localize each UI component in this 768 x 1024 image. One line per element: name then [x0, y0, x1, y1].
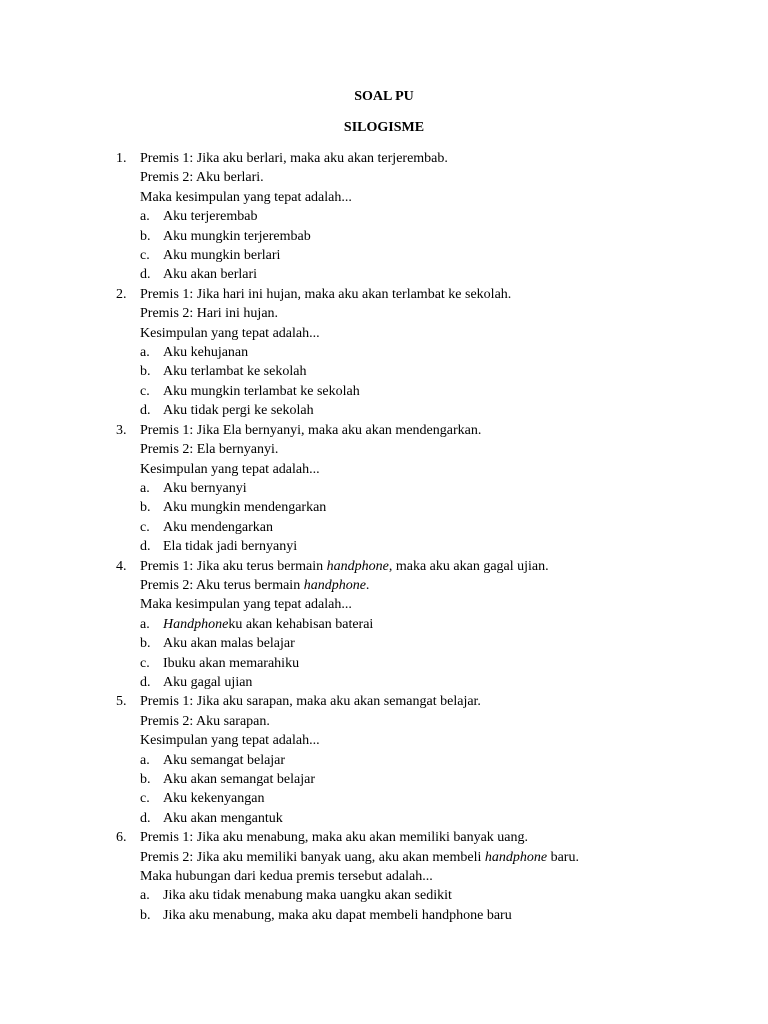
option-letter: c.	[140, 655, 150, 671]
document-subtitle: SILOGISME	[343, 120, 425, 135]
option-text: Aku mendengarkan	[163, 519, 274, 535]
option-letter: b.	[140, 228, 151, 244]
option-b	[140, 770, 736, 789]
option-d	[140, 265, 736, 284]
premise-2	[140, 576, 736, 595]
premise-1: Premis 1: Jika aku sarapan, maka aku akan semangat belajar.	[140, 694, 481, 710]
question-6	[116, 828, 736, 925]
option-text: Aku semangat belajar	[163, 752, 286, 768]
option-b	[140, 498, 736, 517]
question-2	[116, 285, 736, 421]
option-d	[140, 673, 736, 692]
option-letter: d.	[140, 810, 151, 826]
option-letter: a.	[140, 752, 150, 768]
question-number: 5.	[116, 694, 127, 710]
premise-text: Premis 1: Jika aku terus bermain	[140, 558, 327, 574]
option-letter: a.	[140, 345, 150, 361]
question-prompt: Kesimpulan yang tepat adalah...	[140, 733, 320, 749]
option-d	[140, 809, 736, 828]
option-text: Aku terlambat ke sekolah	[163, 364, 307, 380]
option-c	[140, 518, 736, 537]
premise-1: Premis 1: Jika hari ini hujan, maka aku akan terlambat ke sekolah.	[140, 286, 512, 302]
option-letter: b.	[140, 907, 151, 923]
premise-2: Premis 2: Ela bernyanyi.	[140, 442, 279, 458]
option-a	[140, 615, 736, 634]
option-b	[140, 634, 736, 653]
option-letter: a.	[140, 480, 150, 496]
option-text: Aku akan mengantuk	[163, 810, 283, 826]
option-text: Aku bernyanyi	[163, 480, 247, 496]
premise-text: .	[365, 577, 370, 593]
premise-1	[140, 557, 736, 576]
premise-italic-term: handphone	[326, 558, 389, 574]
option-letter: c.	[140, 383, 150, 399]
option-a	[140, 343, 736, 362]
document-title: SOAL PU	[354, 89, 414, 104]
question-prompt: Kesimpulan yang tepat adalah...	[140, 325, 320, 341]
option-letter: c.	[140, 248, 150, 264]
question-prompt: Maka kesimpulan yang tepat adalah...	[140, 597, 352, 613]
option-a	[140, 886, 736, 905]
option-b	[140, 362, 736, 381]
option-letter: d.	[140, 674, 151, 690]
option-a	[140, 751, 736, 770]
option-text: Aku gagal ujian	[163, 674, 253, 690]
option-b	[140, 906, 736, 925]
option-letter: d.	[140, 403, 151, 419]
option-text: Aku kehujanan	[163, 345, 249, 361]
option-text: Aku tidak pergi ke sekolah	[163, 403, 314, 419]
option-text: Aku kekenyangan	[163, 791, 265, 807]
premise-2	[140, 848, 736, 867]
option-letter: a.	[140, 616, 150, 632]
premise-2: Premis 2: Aku sarapan.	[140, 713, 270, 729]
option-letter: a.	[140, 209, 150, 225]
option-text: Ibuku akan memarahiku	[163, 655, 300, 671]
option-text: Aku akan berlari	[163, 267, 258, 283]
option-text: Aku akan semangat belajar	[163, 772, 315, 787]
premise-2: Premis 2: Aku berlari.	[140, 170, 264, 186]
premise-1: Premis 1: Jika aku berlari, maka aku akan terjerembab.	[140, 151, 448, 166]
question-3	[116, 421, 736, 557]
premise-text: Premis 2: Aku terus bermain	[140, 577, 304, 593]
premise-2: Premis 2: Hari ini hujan.	[140, 306, 279, 322]
question-prompt: Kesimpulan yang tepat adalah...	[140, 461, 320, 477]
question-number: 1.	[116, 151, 127, 166]
option-d	[140, 537, 736, 556]
premise-italic-term: handphone	[303, 577, 366, 593]
question-prompt: Maka kesimpulan yang tepat adalah...	[140, 189, 352, 205]
option-text: Jika aku menabung, maka aku dapat membeli handphone baru	[163, 907, 512, 923]
question-1	[116, 149, 736, 285]
option-text: Ela tidak jadi bernyanyi	[163, 539, 298, 555]
option-text: ku akan kehabisan baterai	[228, 616, 374, 632]
option-letter: b.	[140, 636, 151, 652]
premise-text: baru.	[547, 849, 579, 865]
option-text: Aku mungkin berlari	[163, 248, 281, 264]
option-text: Jika aku tidak menabung maka uangku akan sedikit	[163, 888, 452, 904]
question-4	[116, 557, 736, 693]
option-a	[140, 207, 736, 226]
option-c	[140, 654, 736, 673]
option-a	[140, 479, 736, 498]
premise-1: Premis 1: Jika aku menabung, maka aku akan memiliki banyak uang.	[140, 830, 529, 846]
question-number: 6.	[116, 830, 127, 846]
option-text: Aku terjerembab	[163, 209, 258, 225]
question-number: 4.	[116, 558, 127, 574]
option-letter: d.	[140, 267, 151, 283]
question-list	[116, 149, 736, 925]
premise-italic-term: handphone	[484, 849, 548, 865]
option-b	[140, 227, 736, 246]
option-text: Aku mungkin terjerembab	[163, 228, 311, 244]
option-text: Aku mungkin terlambat ke sekolah	[163, 383, 360, 399]
question-number: 3.	[116, 422, 127, 438]
option-text: Aku akan malas belajar	[163, 636, 295, 652]
question-5	[116, 692, 736, 828]
option-letter: a.	[140, 888, 150, 904]
option-d	[140, 401, 736, 420]
option-text: Aku mungkin mendengarkan	[163, 500, 327, 516]
option-italic-term: Handphone	[163, 616, 229, 632]
option-letter: c.	[140, 791, 150, 807]
option-letter: b.	[140, 500, 151, 516]
question-number: 2.	[116, 286, 127, 302]
premise-text: Premis 2: Jika aku memiliki banyak uang, aku akan membeli	[140, 849, 485, 865]
option-c	[140, 246, 736, 265]
premise-text: , maka aku akan gagal ujian.	[388, 558, 549, 574]
option-letter: b.	[140, 364, 151, 380]
option-letter: b.	[140, 772, 151, 787]
option-letter: d.	[140, 539, 151, 555]
option-c	[140, 789, 736, 808]
option-letter: c.	[140, 519, 150, 535]
premise-1: Premis 1: Jika Ela bernyanyi, maka aku akan mendengarkan.	[140, 422, 482, 438]
question-prompt: Maka hubungan dari kedua premis tersebut adalah...	[140, 869, 433, 885]
option-c	[140, 382, 736, 401]
